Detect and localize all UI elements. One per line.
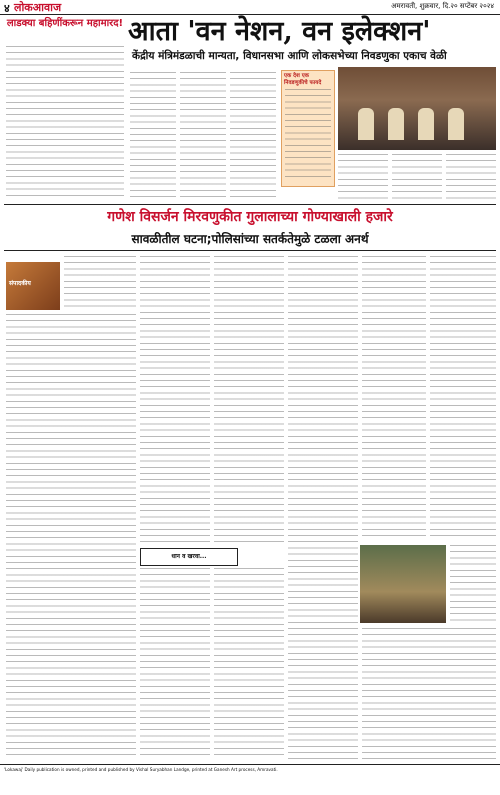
masthead — [0, 0, 500, 15]
body-col-4 — [288, 256, 358, 760]
main-story-col-2 — [180, 72, 226, 200]
body-col-3 — [214, 256, 284, 544]
photo-caption: संपादकीय — [9, 280, 31, 287]
body-col-8 — [214, 568, 284, 760]
divider — [4, 204, 496, 205]
second-story-headline: गणेश विसर्जन मिरवणुकीत गुलालाच्या गोण्याखाली हजारे — [107, 209, 393, 225]
main-story-col-1 — [130, 72, 176, 200]
main-story-headline: आता 'वन नेशन, वन इलेक्शन' — [128, 16, 431, 47]
issue-date: अमरावती, शुक्रवार, दि.२० सप्टेंबर २०२४ — [391, 2, 494, 10]
newspaper-logo: लोकआवाज — [14, 1, 62, 14]
body-col-1 — [6, 314, 136, 760]
left-story-body — [6, 46, 124, 201]
main-story-subheadline: केंद्रीय मंत्रिमंडळाची मान्यता, विधानसभा आणि लोकसभेच्या निवडणुका एकाच वेळी — [132, 50, 447, 62]
sidebar-title: एक देश एक निवडणुकीचे फायदे — [284, 73, 322, 86]
sidebar-box — [281, 70, 335, 187]
imprint-footer: 'Lokawaj' Daily publication is owned, printed and published by Vishal Suryabhan Landge, printed at Ganesh Art process, Amravati. — [0, 764, 500, 795]
story-photo — [360, 545, 446, 623]
page-number: ४ — [4, 2, 10, 15]
body-col-10 — [450, 545, 496, 623]
main-story-col-3 — [230, 72, 276, 200]
second-story-subheadline: सावळीतील घटना;पोलिसांच्या सतर्कतेमुळे टळला अनर्थ — [131, 232, 369, 246]
section-heading: धान व खरवा... — [140, 548, 238, 566]
body-col-6 — [430, 256, 496, 541]
body-col-9 — [362, 628, 496, 760]
photo-col-3 — [446, 154, 496, 202]
body-col-7 — [140, 568, 210, 760]
photo-col-2 — [392, 154, 442, 202]
photo-col-1 — [338, 154, 388, 202]
body-col-5 — [362, 256, 426, 541]
sidebar-body — [282, 89, 334, 179]
body-col-2 — [140, 256, 210, 544]
cabinet-photo — [338, 67, 496, 150]
divider — [4, 250, 496, 251]
left-story-headline: लाडक्या बहिणींकरून महामारद! — [6, 18, 124, 29]
editorial-photo — [6, 262, 60, 310]
body-col-1-top — [64, 256, 136, 312]
